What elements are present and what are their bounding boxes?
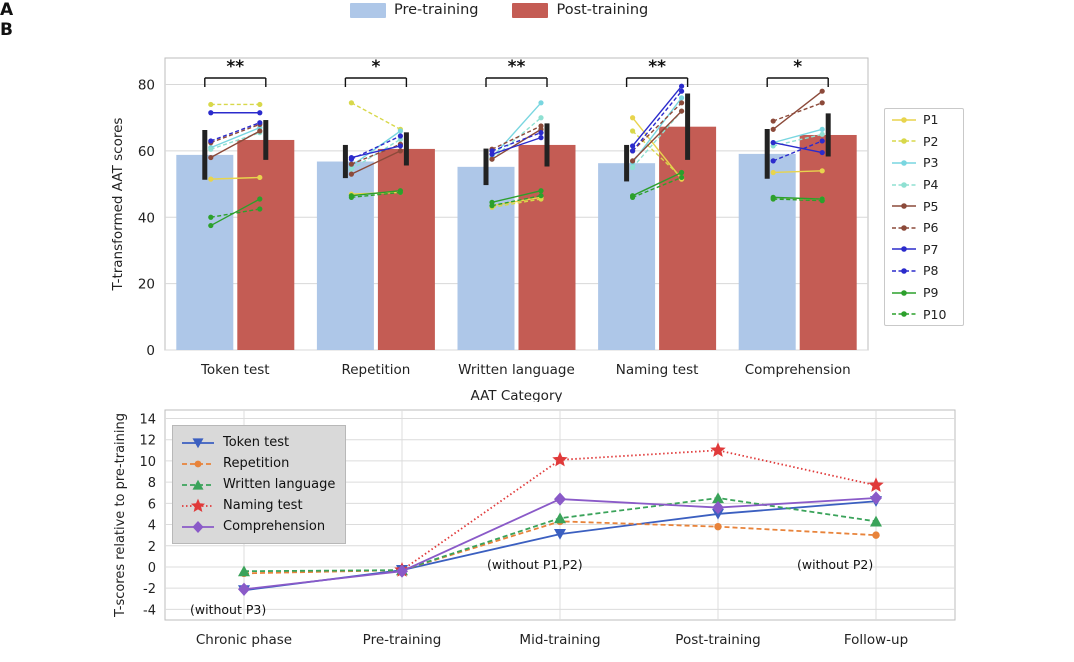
data-point-marker bbox=[820, 138, 825, 143]
legend-label: Naming test bbox=[223, 498, 303, 513]
legend-item-repetition bbox=[181, 453, 335, 474]
legend-item-naming-test bbox=[181, 495, 335, 516]
data-point-marker bbox=[630, 158, 635, 163]
data-point-marker bbox=[820, 198, 825, 203]
legend-label: P4 bbox=[923, 177, 939, 193]
y-tick-label: 14 bbox=[139, 412, 156, 428]
legend-label: P10 bbox=[923, 306, 947, 322]
legend-item-written-language bbox=[181, 474, 335, 495]
data-point-marker bbox=[191, 498, 205, 511]
legend-label: P1 bbox=[923, 112, 939, 128]
legend-item-p5 bbox=[885, 195, 963, 217]
data-point-marker bbox=[208, 147, 213, 152]
data-point-marker bbox=[771, 127, 776, 132]
data-point-marker bbox=[679, 100, 684, 105]
data-point-marker bbox=[679, 89, 684, 94]
data-point-marker bbox=[208, 138, 213, 143]
legend-label: P3 bbox=[923, 155, 939, 171]
legend-label: P2 bbox=[923, 133, 939, 149]
panel-b-plot bbox=[0, 392, 1074, 662]
legend-item-post-training bbox=[512, 2, 648, 18]
legend-line-swatch bbox=[181, 498, 215, 514]
data-point-marker bbox=[771, 158, 776, 163]
legend-item-p9 bbox=[885, 282, 963, 304]
legend-item-p6 bbox=[885, 217, 963, 239]
data-point-marker bbox=[398, 133, 403, 138]
x-tick-label: Pre-training bbox=[362, 632, 442, 648]
y-tick-label: 0 bbox=[147, 560, 156, 576]
data-point-marker bbox=[349, 195, 354, 200]
data-point-marker bbox=[195, 460, 202, 467]
legend-line-swatch bbox=[891, 156, 917, 170]
legend-line-swatch bbox=[891, 307, 917, 321]
x-tick-label: Naming test bbox=[615, 362, 699, 378]
legend-item-p2 bbox=[885, 131, 963, 153]
significance-label: ** bbox=[226, 57, 245, 77]
x-tick-label: Repetition bbox=[341, 362, 411, 378]
legend-item-p1 bbox=[885, 109, 963, 131]
data-point-marker bbox=[489, 203, 494, 208]
data-point-marker bbox=[208, 110, 213, 115]
legend-line-swatch bbox=[891, 134, 917, 148]
legend-swatch-post-training bbox=[512, 3, 548, 18]
data-point-marker bbox=[349, 162, 354, 167]
data-point-marker bbox=[257, 196, 262, 201]
data-point-marker bbox=[820, 132, 825, 137]
data-point-marker bbox=[771, 140, 776, 145]
legend-swatch-pre-training bbox=[350, 3, 386, 18]
data-point-marker bbox=[820, 127, 825, 132]
legend-label: P9 bbox=[923, 285, 939, 301]
legend-item-comprehension bbox=[181, 516, 335, 537]
y-tick-label: 4 bbox=[147, 518, 156, 534]
x-tick-label: Post-training bbox=[675, 632, 761, 648]
legend-line-swatch bbox=[891, 286, 917, 300]
bar-pre-training bbox=[176, 155, 233, 350]
data-point-marker bbox=[679, 175, 684, 180]
legend-line-swatch bbox=[891, 199, 917, 213]
y-tick-label: 40 bbox=[137, 210, 155, 227]
data-point-marker bbox=[679, 170, 684, 175]
x-axis-title: AAT Category bbox=[470, 388, 563, 402]
data-point-marker bbox=[349, 167, 354, 172]
legend-item-pre-training bbox=[350, 2, 478, 18]
y-tick-label: 6 bbox=[147, 497, 156, 513]
data-point-marker bbox=[538, 130, 543, 135]
data-point-marker bbox=[771, 170, 776, 175]
x-tick-label: Written language bbox=[458, 362, 575, 378]
data-point-marker bbox=[398, 190, 403, 195]
legend-line-swatch bbox=[891, 113, 917, 127]
legend-item-token-test bbox=[181, 432, 335, 453]
data-point-marker bbox=[630, 195, 635, 200]
panel-a-letter: A bbox=[0, 0, 14, 20]
panel-a-top-legend bbox=[350, 2, 648, 18]
y-axis-title: T-scores relative to pre-training bbox=[113, 413, 128, 617]
data-point-marker bbox=[257, 128, 262, 133]
bar-post-training bbox=[519, 145, 576, 350]
legend-label: Token test bbox=[223, 435, 290, 450]
data-point-marker bbox=[208, 155, 213, 160]
x-tick-label: Chronic phase bbox=[195, 632, 293, 648]
bar-pre-training bbox=[739, 154, 796, 350]
y-axis-title: T-transformed AAT scores bbox=[110, 117, 126, 291]
data-point-marker bbox=[208, 177, 213, 182]
legend-line-swatch bbox=[891, 264, 917, 278]
x-tick-label: Comprehension bbox=[744, 362, 851, 378]
data-point-marker bbox=[771, 196, 776, 201]
legend-line-swatch bbox=[181, 435, 215, 451]
y-tick-label: 80 bbox=[137, 77, 155, 94]
data-point-marker bbox=[771, 118, 776, 123]
data-point-marker bbox=[630, 115, 635, 120]
data-point-marker bbox=[257, 102, 262, 107]
participant-legend bbox=[884, 108, 964, 326]
bar-post-training bbox=[378, 149, 435, 350]
data-point-marker bbox=[538, 123, 543, 128]
legend-line-swatch bbox=[181, 519, 215, 535]
y-tick-label: 12 bbox=[139, 433, 156, 449]
legend-label: P8 bbox=[923, 263, 939, 279]
legend-label-pre-training: Pre-training bbox=[394, 2, 479, 18]
significance-label: ** bbox=[507, 57, 526, 77]
legend-line-swatch bbox=[891, 242, 917, 256]
y-tick-label: 2 bbox=[147, 539, 156, 555]
data-point-marker bbox=[820, 100, 825, 105]
data-point-marker bbox=[820, 150, 825, 155]
data-point-marker bbox=[714, 523, 721, 530]
data-point-marker bbox=[679, 84, 684, 89]
legend-label: Written language bbox=[223, 477, 336, 492]
data-point-marker bbox=[257, 206, 262, 211]
data-point-marker bbox=[538, 115, 543, 120]
bar-pre-training bbox=[458, 167, 515, 350]
bar-pre-training bbox=[317, 162, 374, 350]
legend-item-p7 bbox=[885, 239, 963, 261]
legend-line-swatch bbox=[891, 221, 917, 235]
bar-post-training bbox=[237, 140, 294, 350]
y-tick-label: -4 bbox=[143, 603, 156, 619]
annotation-without-p1-p2: (without P1,P2) bbox=[487, 557, 583, 572]
significance-label: ** bbox=[648, 57, 666, 77]
data-point-marker bbox=[538, 188, 543, 193]
data-point-marker bbox=[630, 128, 635, 133]
bar-post-training bbox=[800, 135, 857, 350]
data-point-marker bbox=[208, 223, 213, 228]
significance-label: * bbox=[371, 57, 381, 77]
data-point-marker bbox=[398, 128, 403, 133]
legend-label-post-training: Post-training bbox=[556, 2, 649, 18]
data-point-marker bbox=[398, 143, 403, 148]
data-point-marker bbox=[820, 89, 825, 94]
annotation-without-p2: (without P2) bbox=[797, 557, 874, 572]
data-point-marker bbox=[349, 100, 354, 105]
data-point-marker bbox=[630, 148, 635, 153]
legend-label: Comprehension bbox=[223, 519, 326, 534]
x-tick-label: Follow-up bbox=[843, 632, 909, 648]
legend-label: P7 bbox=[923, 241, 939, 257]
legend-label: P5 bbox=[923, 198, 939, 214]
data-point-marker bbox=[820, 168, 825, 173]
data-point-marker bbox=[489, 157, 494, 162]
annotation-without-p3: (without P3) bbox=[190, 602, 267, 617]
legend-item-p10 bbox=[885, 303, 963, 325]
data-point-marker bbox=[193, 520, 204, 532]
y-tick-label: -2 bbox=[143, 582, 156, 598]
legend-line-swatch bbox=[181, 477, 215, 493]
data-point-marker bbox=[630, 165, 635, 170]
data-point-marker bbox=[679, 95, 684, 100]
data-point-marker bbox=[872, 531, 879, 538]
data-point-marker bbox=[257, 175, 262, 180]
data-point-marker bbox=[349, 172, 354, 177]
legend-item-p3 bbox=[885, 152, 963, 174]
data-point-marker bbox=[538, 135, 543, 140]
y-tick-label: 8 bbox=[147, 476, 156, 492]
significance-label: * bbox=[793, 57, 803, 77]
y-tick-label: 20 bbox=[137, 276, 155, 293]
data-point-marker bbox=[489, 148, 494, 153]
data-point-marker bbox=[398, 148, 403, 153]
bar-post-training bbox=[659, 127, 716, 350]
panel-b-legend bbox=[172, 425, 346, 544]
data-point-marker bbox=[679, 108, 684, 113]
data-point-marker bbox=[538, 193, 543, 198]
legend-label: Repetition bbox=[223, 456, 290, 471]
data-point-marker bbox=[208, 102, 213, 107]
legend-item-p4 bbox=[885, 174, 963, 196]
legend-item-p8 bbox=[885, 260, 963, 282]
y-tick-label: 0 bbox=[146, 343, 155, 359]
data-point-marker bbox=[538, 100, 543, 105]
data-point-marker bbox=[349, 157, 354, 162]
data-point-marker bbox=[257, 110, 262, 115]
y-tick-label: 60 bbox=[137, 143, 155, 160]
legend-line-swatch bbox=[891, 178, 917, 192]
legend-label: P6 bbox=[923, 220, 939, 236]
data-point-marker bbox=[208, 215, 213, 220]
panel-b-letter: B bbox=[0, 20, 13, 40]
x-tick-label: Token test bbox=[200, 362, 270, 378]
legend-line-swatch bbox=[181, 456, 215, 472]
y-tick-label: 10 bbox=[139, 454, 156, 470]
x-tick-label: Mid-training bbox=[519, 632, 601, 648]
data-point-marker bbox=[257, 120, 262, 125]
